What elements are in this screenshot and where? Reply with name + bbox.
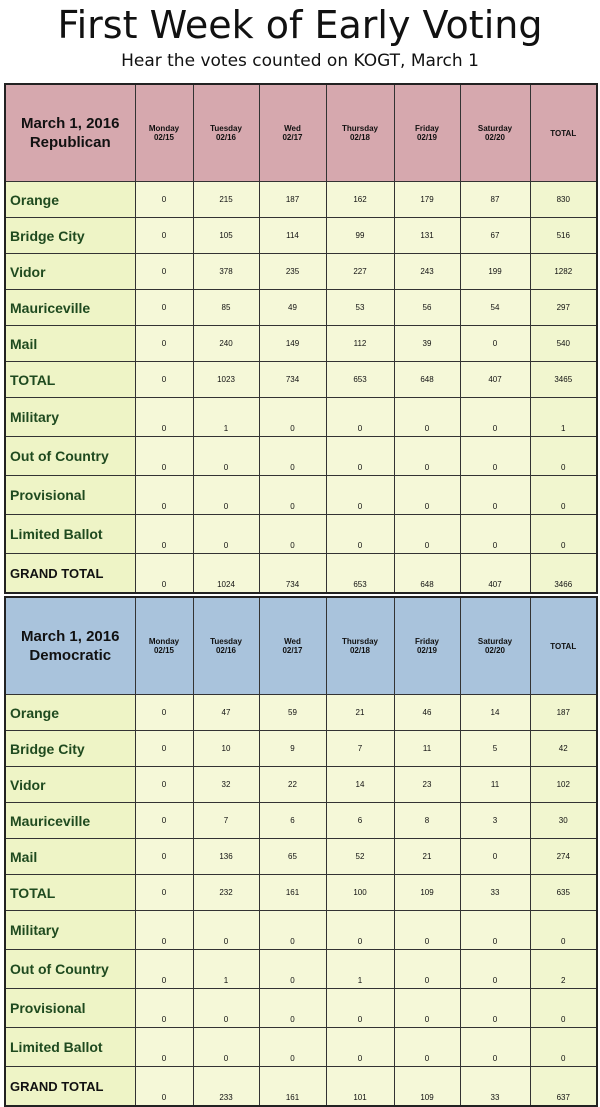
day-date: 02/20 <box>484 646 506 655</box>
table-title-cell <box>5 84 135 182</box>
day-name: Thursday <box>341 637 378 646</box>
row-total-cell: 102 <box>530 767 597 803</box>
vote-count-cell: 0 <box>259 989 326 1028</box>
vote-count-cell: 0 <box>326 911 394 950</box>
day-name: Monday <box>148 124 180 133</box>
vote-count-cell: 46 <box>394 695 460 731</box>
row-total-cell: 0 <box>530 1028 597 1067</box>
row-total-cell: 30 <box>530 803 597 839</box>
table-row <box>5 911 597 950</box>
vote-count-cell: 149 <box>259 326 326 362</box>
vote-count-cell: 0 <box>135 875 193 911</box>
vote-count-cell: 0 <box>460 476 530 515</box>
row-total-cell: 0 <box>530 476 597 515</box>
day-date: 02/18 <box>349 133 371 142</box>
day-header-wed <box>259 84 326 182</box>
vote-count-cell: 5 <box>460 731 530 767</box>
day-date: 02/15 <box>153 646 175 655</box>
vote-count-cell: 0 <box>135 950 193 989</box>
day-name: Tuesday <box>210 637 242 646</box>
vote-count-cell: 0 <box>460 326 530 362</box>
day-name: Monday <box>148 637 180 646</box>
vote-count-cell: 7 <box>193 803 259 839</box>
row-label: Provisional <box>5 476 135 515</box>
row-label: Military <box>5 911 135 950</box>
vote-count-cell: 109 <box>394 875 460 911</box>
row-label: Mauriceville <box>5 803 135 839</box>
vote-count-cell: 11 <box>394 731 460 767</box>
vote-count-cell: 8 <box>394 803 460 839</box>
row-label: Orange <box>5 182 135 218</box>
vote-count-cell: 0 <box>394 950 460 989</box>
vote-count-cell: 22 <box>259 767 326 803</box>
row-label: Limited Ballot <box>5 515 135 554</box>
table-row <box>5 767 597 803</box>
day-name: Wed <box>284 124 301 133</box>
vote-count-cell: 179 <box>394 182 460 218</box>
vote-count-cell: 0 <box>326 1028 394 1067</box>
vote-count-cell: 0 <box>326 515 394 554</box>
vote-count-cell: 0 <box>135 437 193 476</box>
day-name: Saturday <box>477 124 513 133</box>
vote-count-cell: 0 <box>460 437 530 476</box>
vote-count-cell: 0 <box>460 1028 530 1067</box>
vote-count-cell: 0 <box>193 989 259 1028</box>
vote-count-cell: 378 <box>193 254 259 290</box>
vote-count-cell: 0 <box>135 767 193 803</box>
democratic-table <box>4 596 598 1107</box>
vote-count-cell: 162 <box>326 182 394 218</box>
vote-count-cell: 0 <box>259 950 326 989</box>
vote-count-cell: 112 <box>326 326 394 362</box>
row-total-cell: 1282 <box>530 254 597 290</box>
vote-count-cell: 87 <box>460 182 530 218</box>
vote-count-cell: 9 <box>259 731 326 767</box>
table-row <box>5 554 597 594</box>
day-name: Wed <box>284 637 301 646</box>
vote-count-cell: 235 <box>259 254 326 290</box>
table-row <box>5 839 597 875</box>
vote-count-cell: 67 <box>460 218 530 254</box>
vote-count-cell: 0 <box>460 398 530 437</box>
vote-count-cell: 21 <box>394 839 460 875</box>
row-label: TOTAL <box>5 362 135 398</box>
vote-count-cell: 56 <box>394 290 460 326</box>
row-label: Mauriceville <box>5 290 135 326</box>
vote-count-cell: 1 <box>193 398 259 437</box>
vote-count-cell: 14 <box>326 767 394 803</box>
table-row <box>5 362 597 398</box>
table-row <box>5 1067 597 1107</box>
vote-count-cell: 11 <box>460 767 530 803</box>
vote-count-cell: 0 <box>135 731 193 767</box>
day-name: Thursday <box>341 124 378 133</box>
day-header-wed <box>259 597 326 695</box>
vote-count-cell: 0 <box>394 911 460 950</box>
vote-count-cell: 653 <box>326 362 394 398</box>
day-name: Tuesday <box>210 124 242 133</box>
row-label: Vidor <box>5 767 135 803</box>
day-header-tuesday <box>193 84 259 182</box>
vote-count-cell: 0 <box>135 989 193 1028</box>
table-title-date: March 1, 2016 <box>21 115 120 132</box>
table-row <box>5 875 597 911</box>
vote-count-cell: 0 <box>259 398 326 437</box>
vote-count-cell: 227 <box>326 254 394 290</box>
row-label: Mail <box>5 839 135 875</box>
table-row <box>5 950 597 989</box>
vote-count-cell: 54 <box>460 290 530 326</box>
row-total-cell: 1 <box>530 398 597 437</box>
row-label: Vidor <box>5 254 135 290</box>
vote-count-cell: 0 <box>326 476 394 515</box>
total-header: TOTAL <box>530 597 597 695</box>
vote-count-cell: 0 <box>135 326 193 362</box>
vote-count-cell: 0 <box>394 1028 460 1067</box>
day-date: 02/17 <box>282 646 303 655</box>
vote-count-cell: 0 <box>135 362 193 398</box>
row-total-cell: 0 <box>530 437 597 476</box>
vote-count-cell: 47 <box>193 695 259 731</box>
vote-count-cell: 6 <box>326 803 394 839</box>
vote-count-cell: 0 <box>135 398 193 437</box>
table-header-row <box>5 597 597 695</box>
vote-count-cell: 0 <box>135 554 193 594</box>
vote-count-cell: 0 <box>135 218 193 254</box>
row-label: Out of Country <box>5 950 135 989</box>
vote-count-cell: 0 <box>460 911 530 950</box>
vote-count-cell: 0 <box>394 398 460 437</box>
vote-count-cell: 101 <box>326 1067 394 1107</box>
vote-count-cell: 53 <box>326 290 394 326</box>
day-header-friday <box>394 597 460 695</box>
row-total-cell: 0 <box>530 515 597 554</box>
vote-count-cell: 0 <box>326 989 394 1028</box>
vote-count-cell: 7 <box>326 731 394 767</box>
vote-count-cell: 0 <box>193 437 259 476</box>
row-label: Bridge City <box>5 218 135 254</box>
page-header <box>0 0 600 82</box>
day-header-saturday <box>460 84 530 182</box>
vote-count-cell: 0 <box>135 290 193 326</box>
row-label: Bridge City <box>5 731 135 767</box>
table-row <box>5 1028 597 1067</box>
vote-count-cell: 0 <box>135 695 193 731</box>
row-total-cell: 42 <box>530 731 597 767</box>
vote-count-cell: 240 <box>193 326 259 362</box>
vote-count-cell: 232 <box>193 875 259 911</box>
vote-count-cell: 33 <box>460 875 530 911</box>
table-row <box>5 476 597 515</box>
vote-count-cell: 0 <box>394 515 460 554</box>
table-row <box>5 437 597 476</box>
table-row <box>5 326 597 362</box>
vote-count-cell: 1024 <box>193 554 259 594</box>
vote-count-cell: 0 <box>135 515 193 554</box>
vote-count-cell: 136 <box>193 839 259 875</box>
table-row <box>5 398 597 437</box>
vote-count-cell: 0 <box>394 437 460 476</box>
vote-count-cell: 14 <box>460 695 530 731</box>
vote-count-cell: 0 <box>394 989 460 1028</box>
day-date: 02/16 <box>215 133 237 142</box>
row-label: Limited Ballot <box>5 1028 135 1067</box>
day-date: 02/15 <box>153 133 175 142</box>
vote-count-cell: 6 <box>259 803 326 839</box>
vote-count-cell: 0 <box>135 254 193 290</box>
vote-count-cell: 0 <box>460 950 530 989</box>
day-date: 02/19 <box>416 133 438 142</box>
vote-count-cell: 0 <box>394 476 460 515</box>
vote-count-cell: 161 <box>259 1067 326 1107</box>
table-title-cell <box>5 597 135 695</box>
vote-count-cell: 32 <box>193 767 259 803</box>
day-date: 02/18 <box>349 646 371 655</box>
table-row <box>5 695 597 731</box>
row-total-cell: 0 <box>530 911 597 950</box>
row-total-cell: 540 <box>530 326 597 362</box>
table-title-party: Democratic <box>29 647 112 664</box>
day-name: Saturday <box>477 637 513 646</box>
vote-count-cell: 0 <box>259 911 326 950</box>
row-total-cell: 830 <box>530 182 597 218</box>
row-total-cell: 3465 <box>530 362 597 398</box>
day-name: Friday <box>414 637 439 646</box>
vote-count-cell: 0 <box>326 398 394 437</box>
vote-count-cell: 105 <box>193 218 259 254</box>
vote-count-cell: 0 <box>193 911 259 950</box>
vote-count-cell: 0 <box>326 437 394 476</box>
row-total-cell: 2 <box>530 950 597 989</box>
vote-count-cell: 0 <box>259 437 326 476</box>
row-total-cell: 635 <box>530 875 597 911</box>
row-total-cell: 297 <box>530 290 597 326</box>
vote-count-cell: 0 <box>193 515 259 554</box>
day-date: 02/16 <box>215 646 237 655</box>
day-date: 02/17 <box>282 133 303 142</box>
row-total-cell: 0 <box>530 989 597 1028</box>
vote-count-cell: 1023 <box>193 362 259 398</box>
table-row <box>5 803 597 839</box>
day-name: Friday <box>414 124 439 133</box>
republican-table <box>4 83 598 594</box>
vote-count-cell: 59 <box>259 695 326 731</box>
vote-count-cell: 1 <box>193 950 259 989</box>
vote-count-cell: 0 <box>259 476 326 515</box>
vote-count-cell: 39 <box>394 326 460 362</box>
day-header-tuesday <box>193 597 259 695</box>
row-total-cell: 187 <box>530 695 597 731</box>
vote-count-cell: 3 <box>460 803 530 839</box>
row-total-cell: 516 <box>530 218 597 254</box>
row-total-cell: 637 <box>530 1067 597 1107</box>
vote-count-cell: 0 <box>259 515 326 554</box>
vote-count-cell: 407 <box>460 554 530 594</box>
vote-count-cell: 33 <box>460 1067 530 1107</box>
vote-count-cell: 233 <box>193 1067 259 1107</box>
day-header-saturday <box>460 597 530 695</box>
vote-count-cell: 653 <box>326 554 394 594</box>
table-title-date: March 1, 2016 <box>21 628 120 645</box>
row-label: GRAND TOTAL <box>5 554 135 594</box>
vote-count-cell: 0 <box>460 989 530 1028</box>
vote-count-cell: 734 <box>259 554 326 594</box>
vote-count-cell: 23 <box>394 767 460 803</box>
table-header-row <box>5 84 597 182</box>
vote-count-cell: 65 <box>259 839 326 875</box>
vote-count-cell: 109 <box>394 1067 460 1107</box>
page-subtitle: Hear the votes counted on KOGT, March 1 <box>121 51 479 71</box>
row-total-cell: 274 <box>530 839 597 875</box>
vote-count-cell: 131 <box>394 218 460 254</box>
day-header-monday <box>135 597 193 695</box>
day-header-thursday <box>326 597 394 695</box>
day-header-friday <box>394 84 460 182</box>
vote-count-cell: 85 <box>193 290 259 326</box>
vote-count-cell: 0 <box>460 839 530 875</box>
day-header-monday <box>135 84 193 182</box>
table-row <box>5 254 597 290</box>
vote-count-cell: 0 <box>259 1028 326 1067</box>
table-title-party: Republican <box>29 134 111 151</box>
vote-count-cell: 100 <box>326 875 394 911</box>
table-row <box>5 182 597 218</box>
vote-count-cell: 1 <box>326 950 394 989</box>
vote-count-cell: 0 <box>135 1067 193 1107</box>
table-row <box>5 989 597 1028</box>
table-row <box>5 218 597 254</box>
row-label: Mail <box>5 326 135 362</box>
vote-count-cell: 407 <box>460 362 530 398</box>
vote-count-cell: 0 <box>135 476 193 515</box>
vote-count-cell: 0 <box>135 911 193 950</box>
vote-count-cell: 0 <box>135 803 193 839</box>
table-row <box>5 515 597 554</box>
vote-count-cell: 99 <box>326 218 394 254</box>
vote-count-cell: 114 <box>259 218 326 254</box>
vote-count-cell: 215 <box>193 182 259 218</box>
vote-count-cell: 52 <box>326 839 394 875</box>
total-header: TOTAL <box>530 84 597 182</box>
page-title: First Week of Early Voting <box>57 3 543 47</box>
row-label: Provisional <box>5 989 135 1028</box>
row-label: TOTAL <box>5 875 135 911</box>
day-date: 02/19 <box>416 646 438 655</box>
row-label: Military <box>5 398 135 437</box>
vote-count-cell: 199 <box>460 254 530 290</box>
vote-count-cell: 0 <box>135 182 193 218</box>
vote-count-cell: 0 <box>460 515 530 554</box>
vote-count-cell: 0 <box>135 1028 193 1067</box>
vote-count-cell: 161 <box>259 875 326 911</box>
row-label: GRAND TOTAL <box>5 1067 135 1107</box>
vote-count-cell: 734 <box>259 362 326 398</box>
vote-count-cell: 49 <box>259 290 326 326</box>
day-date: 02/20 <box>484 133 506 142</box>
table-row <box>5 731 597 767</box>
vote-count-cell: 0 <box>193 476 259 515</box>
vote-count-cell: 21 <box>326 695 394 731</box>
vote-count-cell: 243 <box>394 254 460 290</box>
row-label: Out of Country <box>5 437 135 476</box>
vote-count-cell: 187 <box>259 182 326 218</box>
row-total-cell: 3466 <box>530 554 597 594</box>
vote-count-cell: 648 <box>394 554 460 594</box>
table-row <box>5 290 597 326</box>
vote-count-cell: 0 <box>135 839 193 875</box>
vote-count-cell: 10 <box>193 731 259 767</box>
vote-count-cell: 648 <box>394 362 460 398</box>
vote-count-cell: 0 <box>193 1028 259 1067</box>
day-header-thursday <box>326 84 394 182</box>
row-label: Orange <box>5 695 135 731</box>
